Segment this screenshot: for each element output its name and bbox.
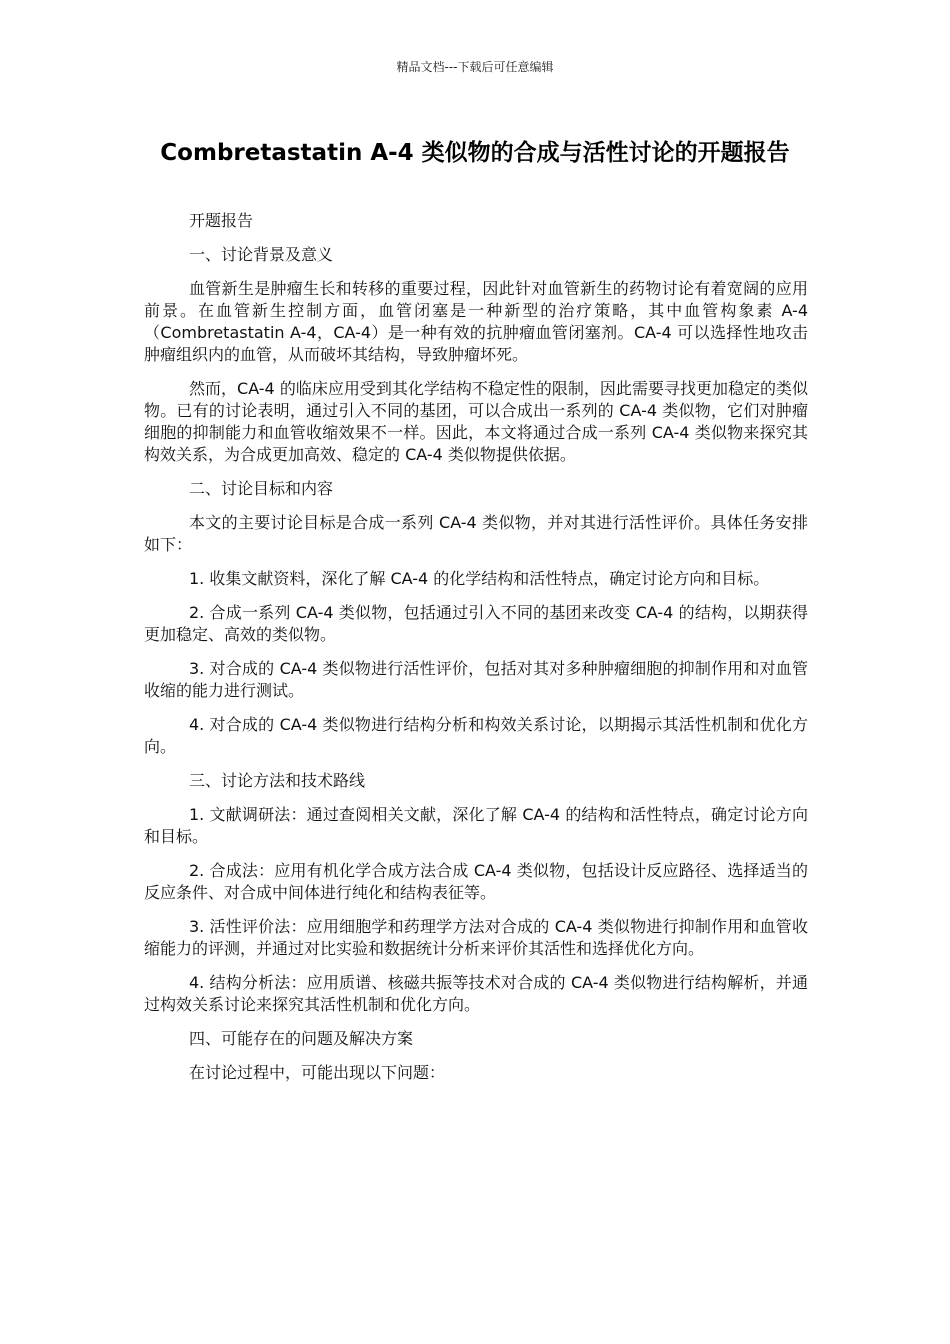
goal-item-2: 2. 合成一系列 CA-4 类似物，包括通过引入不同的基团来改变 CA-4 的结构，以期获得更加稳定、高效的类似物。	[144, 603, 808, 644]
document-body	[144, 210, 808, 1096]
paragraph-background-2: 然而，CA-4 的临床应用受到其化学结构不稳定性的限制，因此需要寻找更加稳定的类似物。已有的讨论表明，通过引入不同的基团，可以合成出一系列的 CA-4 类似物，它们对肿瘤细胞的抑制能力和血管收缩效果不一样。因此，本文将通过合成一系列 CA-4 类似物来探究其构效关系，为合成更加高效、稳定的 CA-4 类似物提供依据。	[144, 379, 808, 464]
method-item-2: 2. 合成法：应用有机化学合成方法合成 CA-4 类似物，包括设计反应路径、选择适当的反应条件、对合成中间体进行纯化和结构表征等。	[144, 861, 808, 902]
section-heading-goals: 二、讨论目标和内容	[189, 479, 334, 498]
section-heading-problems: 四、可能存在的问题及解决方案	[189, 1029, 414, 1048]
paragraph-goals-intro: 本文的主要讨论目标是合成一系列 CA-4 类似物，并对其进行活性评价。具体任务安排如下：	[144, 513, 808, 554]
paragraph-problems-intro: 在讨论过程中，可能出现以下问题：	[189, 1063, 446, 1082]
page-header-note: 精品文档---下载后可任意编辑	[396, 60, 554, 74]
label-proposal-report: 开题报告	[189, 211, 254, 230]
section-heading-background: 一、讨论背景及意义	[189, 245, 334, 264]
method-item-3: 3. 活性评价法：应用细胞学和药理学方法对合成的 CA-4 类似物进行抑制作用和血管收缩能力的评测，并通过对比实验和数据统计分析来评价其活性和选择优化方向。	[144, 917, 808, 958]
document-title: Combretastatin A-4 类似物的合成与活性讨论的开题报告	[160, 140, 790, 166]
section-heading-methods: 三、讨论方法和技术路线	[189, 771, 366, 790]
goal-item-3: 3. 对合成的 CA-4 类似物进行活性评价，包括对其对多种肿瘤细胞的抑制作用和对血管收缩的能力进行测试。	[144, 659, 808, 700]
method-item-1: 1. 文献调研法：通过查阅相关文献，深化了解 CA-4 的结构和活性特点，确定讨论方向和目标。	[144, 805, 808, 846]
goal-item-1: 1. 收集文献资料，深化了解 CA-4 的化学结构和活性特点，确定讨论方向和目标。	[189, 569, 770, 588]
goal-item-4: 4. 对合成的 CA-4 类似物进行结构分析和构效关系讨论，以期揭示其活性机制和优化方向。	[144, 715, 808, 756]
paragraph-background-1: 血管新生是肿瘤生长和转移的重要过程，因此针对血管新生的药物讨论有着宽阔的应用前景。在血管新生控制方面，血管闭塞是一种新型的治疗策略，其中血管构象素 A-4（Combretastatin A-4，CA-4）是一种有效的抗肿瘤血管闭塞剂。CA-4 可以选择性地攻击肿瘤组织内的血管，从而破坏其结构，导致肿瘤坏死。	[144, 279, 808, 364]
method-item-4: 4. 结构分析法：应用质谱、核磁共振等技术对合成的 CA-4 类似物进行结构解析，并通过构效关系讨论来探究其活性机制和优化方向。	[144, 973, 808, 1014]
